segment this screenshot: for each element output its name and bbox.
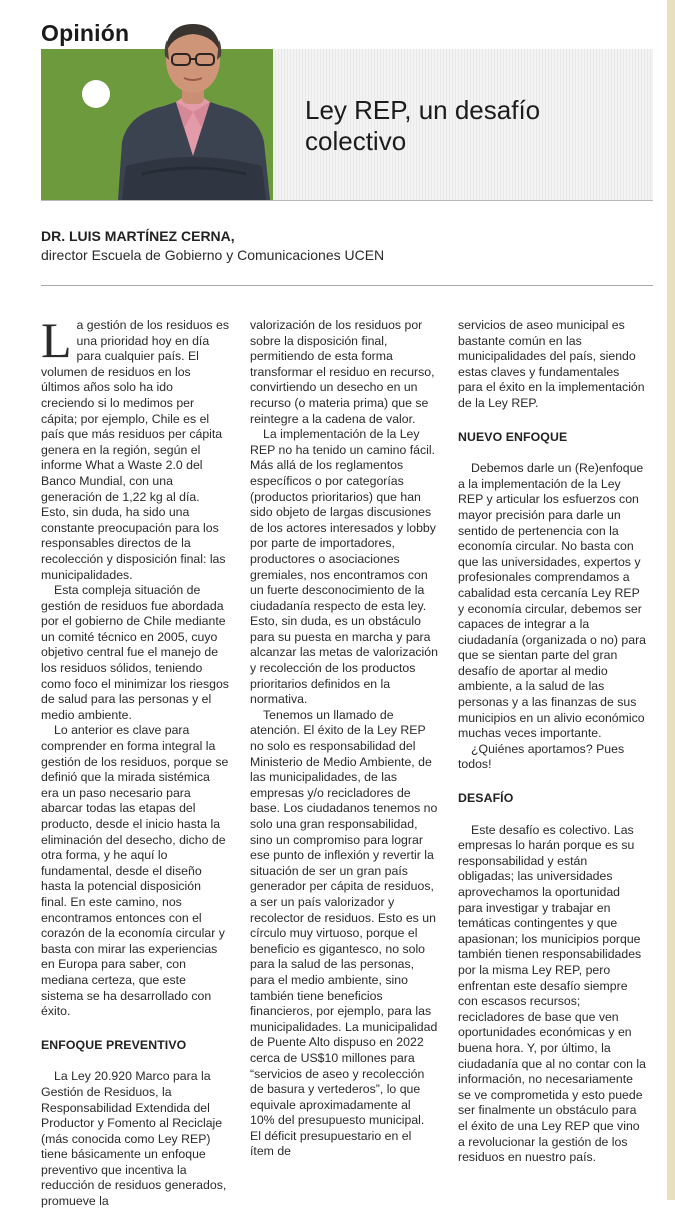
subheading: ENFOQUE PREVENTIVO: [41, 1037, 187, 1052]
author-role: director Escuela de Gobierno y Comunicaciones UCEN: [41, 247, 385, 263]
article-paragraph: [41, 312, 229, 583]
article-paragraph: La implementación de la Ley REP no ha tenido un camino fácil. Más allá de los reglamentos específicos o por categorías (productos prioritarios) que han sido objeto de largas discusiones de los actores interesados y lobby por parte de importadores, productores o asociaciones gremiales, nos encontramos con un fuerte desconocimiento de la ciudadanía respecto de esta ley. Esto, sin duda, es un obstáculo para su puesta en marcha y para alcanzar las metas de valorización y recolección de los productos prioritarios definidos en la normativa.: [250, 427, 438, 707]
page-edge: [667, 0, 675, 1200]
article-column-1: [41, 312, 229, 1210]
drop-cap: L: [41, 312, 72, 368]
subheading: NUEVO ENFOQUE: [458, 429, 568, 444]
divider: [41, 285, 653, 286]
paragraph-text: a gestión de los residuos es una prioridad hoy en día para cualquier país. El volumen de residuos en los últimos años solo ha ido creciendo si lo medimos per cápita; por ejemplo, Chile es el país que más residuos per cápita genera en la región, según el informe What a Waste 2.0 del Banco Mundial, con una generación de 1,22 kg al día. Esto, sin duda, ha sido una constante preocupación para los responsables directos de la recolección y disposición final: las municipalidades.: [41, 318, 229, 582]
author-name: DR. LUIS MARTÍNEZ CERNA,: [41, 228, 235, 244]
article-paragraph: Debemos darle un (Re)enfoque a la implementación de la Ley REP y articular los esfuerzos con mayor precisión para darle un sentido de pertenencia con la economía circular. No basta con que las universidades, expertos y profesionales comprendamos a cabalidad esta cercanía Ley REP y economía circular, debemos ser capaces de integrar a la ciudadanía (organizada o no) para que se sientan parte del gran desafío de aportar al medio ambiente, a la salud de las personas y a las finanzas de sus municipios en un alivio económico muchas veces importante.: [458, 461, 647, 741]
article-paragraph: Este desafío es colectivo. Las empresas lo harán porque es su responsabilidad y están obligadas; las universidades aprovechamos la oportunidad para investigar y trabajar en temáticas contingentes y que apasionan; los municipios porque también tienen responsabilidades por la misma Ley REP, pero enfrentan este desafío siempre con escasos recursos; recicladores de base que ven oportunidades económicas y en buena hora. Y, por último, la ciudadanía que al no contar con la información, no necesariamente se ve comprometida y esto puede ser finalmente un obstáculo para el éxito de una Ley REP que vino a revolucionar la gestión de los residuos en nuestro país.: [458, 822, 647, 1165]
article-headline: Ley REP, un desafío colectivo: [305, 95, 541, 156]
decorative-dot: [82, 80, 110, 108]
article-column-3: [458, 318, 646, 1166]
article-paragraph: ¿Quiénes aportamos? Pues todos!: [458, 741, 625, 772]
article-column-2: [250, 318, 438, 1160]
article-paragraph: valorización de los residuos por sobre la disposición final, permitiendo de esta forma transformar el residuo en recurso, convirtiendo un desecho en un recurso (o materia prima) que se reintegre a la cadena de valor.: [250, 318, 435, 426]
section-title: Opinión: [41, 20, 130, 46]
article-paragraph: servicios de aseo municipal es bastante común en las municipalidades del país, siendo estas claves y fundamentales para el éxito en la implementación de la Ley REP.: [458, 318, 645, 410]
article-paragraph: La Ley 20.920 Marco para la Gestión de Residuos, la Responsabilidad Extendida del Productor y Fomento al Reciclaje (más conocida como Ley REP) tiene básicamente un enfoque preventivo que incentiva la reducción de residuos generados, promueve la: [41, 1069, 227, 1209]
article-paragraph: Tenemos un llamado de atención. El éxito de la Ley REP no solo es responsabilidad del Ministerio de Medio Ambiente, de las municipalidades, de las empresas y/o recicladores de base. Los ciudadanos tenemos no solo una gran responsabilidad, sino un compromiso para lograr ese punto de inflexión y revertir la situación de ser un gran país generador per cápita de residuos, a ser un país valorizador y recolector de residuos. Esto es un círculo muy virtuoso, porque el beneficio es gigantesco, no solo para la salud de las personas, para el medio ambiente, sino también tiene beneficios financieros, por ejemplo, para las municipalidades. La municipalidad de Puente Alto dispuso en 2022 cerca de US$10 millones para “servicios de aseo y recolección de basura y vertederos”, lo que equivale aproximadamente al 10% del presupuesto municipal. El déficit presupuestario en el ítem de: [250, 707, 438, 1159]
author-portrait: [112, 16, 274, 200]
article-paragraph: Esta compleja situación de gestión de residuos fue abordada por el gobierno de Chile mediante un comité técnico en 2005, cuyo objetivo central fue el manejo de los residuos sólidos, teniendo como foco el minimizar los riesgos de salud para las personas y el medio ambiente.: [41, 583, 229, 722]
article-paragraph: Lo anterior es clave para comprender en forma integral la gestión de los residuos, porque se definió que la mirada sistémica era un paso necesario para abarcar todas las etapas del producto, desde el inicio hasta la eliminación del desecho, dicho de otra forma, y he aquí lo fundamental, desde el diseño hasta la potencial disposición final. En este camino, nos encontramos entonces con el corazón de la economía circular y basta con mirar las experiencias en Europa para saber, con mediana certeza, que este sistema se ha desarrollado con éxito.: [41, 723, 229, 1019]
subheading: DESAFÍO: [458, 791, 514, 806]
